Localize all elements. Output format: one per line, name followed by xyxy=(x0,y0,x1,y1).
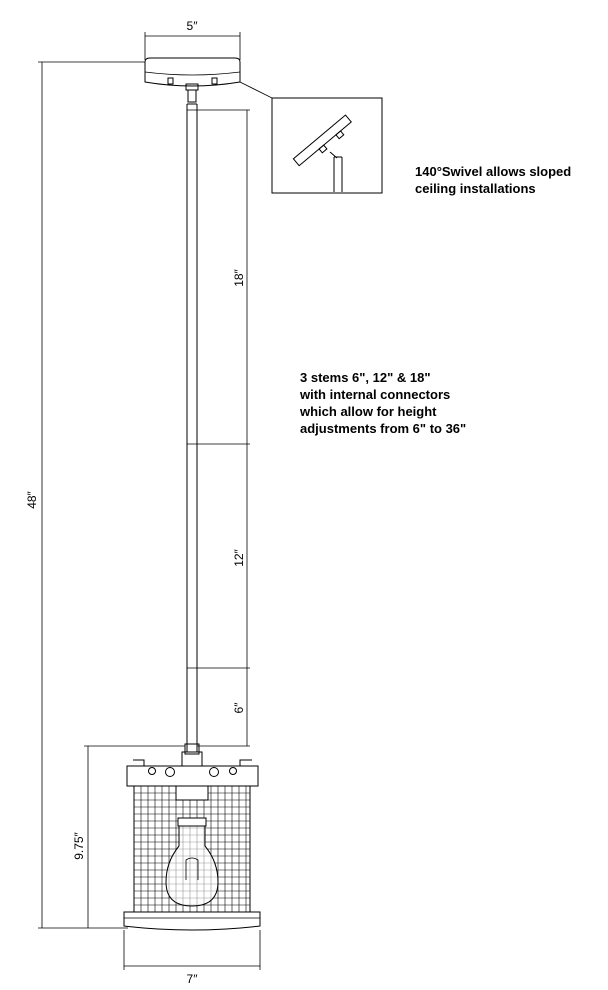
shade-height-dimension xyxy=(72,746,185,928)
shade-width-dimension xyxy=(124,930,260,986)
canopy xyxy=(145,58,240,102)
stems-note-line-3: which allow for height xyxy=(300,404,437,419)
stems-note xyxy=(300,369,466,437)
swivel-note xyxy=(415,163,571,197)
overall-height-label: 48″ xyxy=(25,491,39,509)
swivel-note-line-2: ceiling installations xyxy=(415,181,536,196)
stem-12-label: 12″ xyxy=(232,549,246,567)
swivel-note-line-1: 140°Swivel allows sloped xyxy=(415,164,572,179)
stem-18-label: 18″ xyxy=(232,269,246,287)
cage-shade xyxy=(124,752,260,930)
stem xyxy=(185,104,199,754)
canopy-width-label: 5″ xyxy=(186,19,198,33)
shade-height-label: 9.75″ xyxy=(72,832,86,860)
stems-note-line-2: with internal connectors xyxy=(300,387,451,402)
stem-dimensions xyxy=(187,110,250,746)
swivel-detail xyxy=(240,82,382,193)
stems-note-line-1: 3 stems 6", 12" & 18" xyxy=(300,370,431,385)
canopy-width-dimension xyxy=(145,19,240,60)
shade-width-label: 7″ xyxy=(186,972,198,986)
stems-note-line-4: adjustments from 6" to 36" xyxy=(300,421,467,436)
overall-height-dimension xyxy=(25,62,145,928)
stem-6-label: 6″ xyxy=(232,702,246,714)
